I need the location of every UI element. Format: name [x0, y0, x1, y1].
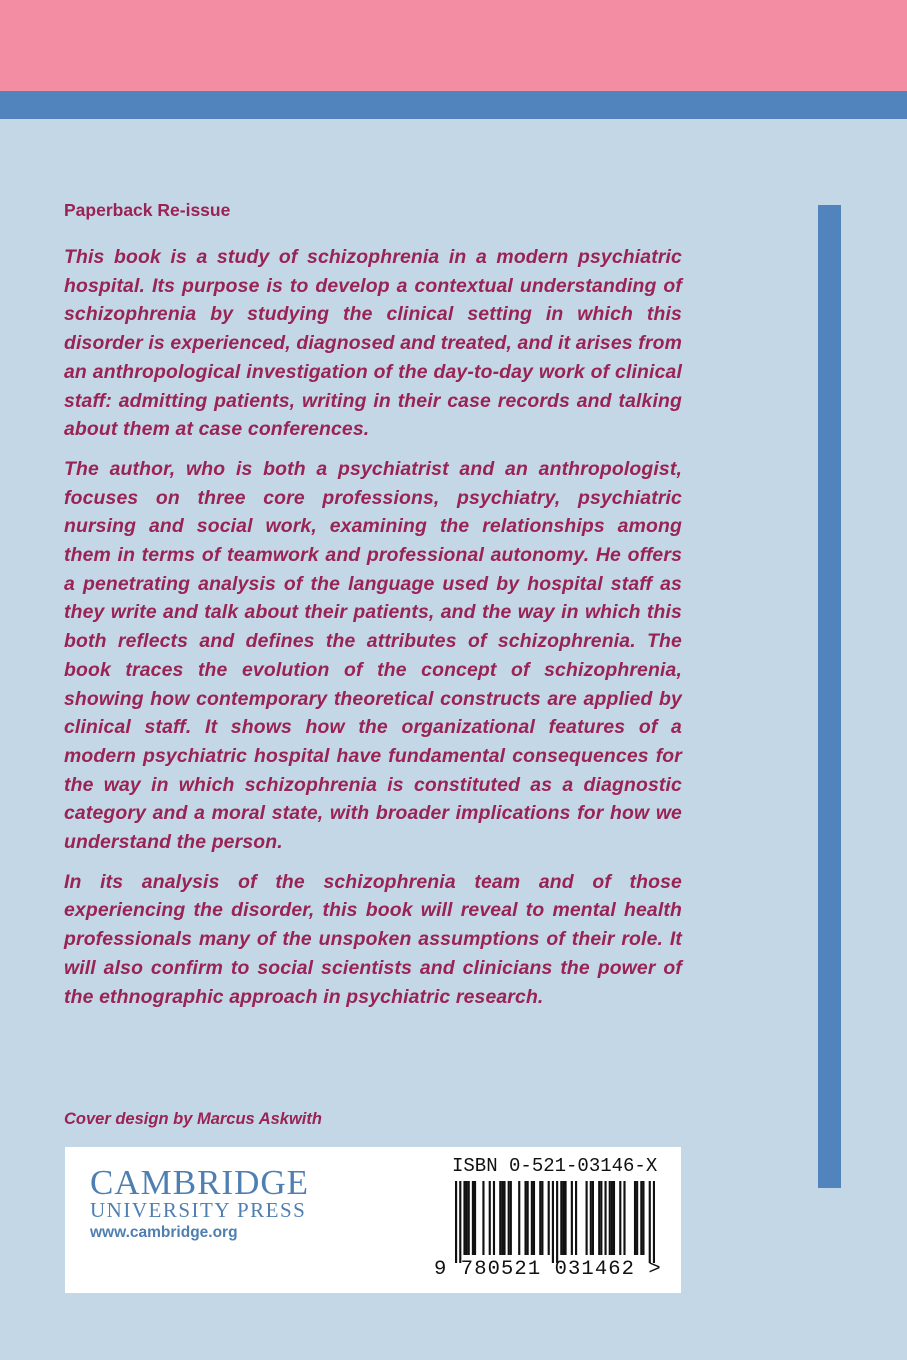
barcode-bar [619, 1181, 621, 1255]
barcode-bar [455, 1181, 457, 1263]
barcode-bar [575, 1181, 577, 1255]
barcode-bar [524, 1181, 526, 1255]
barcode-bar [463, 1181, 465, 1255]
blurb-paragraph-3: In its analysis of the schizophrenia team and of those experiencing the disorder, this book will reveal to mental health professionals many of the unspoken assumptions of their role. It will also confirm to social scientists and clinicians the power of the ethnographic approach in psychiatric research. [64, 870, 682, 1008]
barcode-bar [527, 1181, 529, 1255]
barcode-bar [493, 1181, 495, 1255]
barcode-bar [518, 1181, 520, 1255]
barcode-bar [653, 1181, 655, 1263]
barcode-bar [459, 1181, 461, 1263]
barcode-bar [623, 1181, 625, 1255]
cover-design-credit: Cover design by Marcus Askwith [64, 1110, 322, 1128]
barcode-bar [541, 1181, 543, 1255]
barcode-bar [592, 1181, 594, 1255]
barcode-bar [503, 1181, 505, 1255]
barcode-bar [600, 1181, 602, 1255]
barcode-bar [604, 1181, 606, 1255]
barcode-bar [613, 1181, 615, 1255]
edition-label: Paperback Re-issue [64, 200, 231, 220]
isbn-label: ISBN 0-521-03146-X [452, 1155, 658, 1177]
barcode-bar [611, 1181, 613, 1255]
barcode-bar [560, 1181, 562, 1255]
side-blue-bar [818, 205, 841, 1188]
barcode-bar [472, 1181, 474, 1255]
barcode-bar [468, 1181, 470, 1255]
barcode-bar [510, 1181, 512, 1255]
barcode-bar [642, 1181, 644, 1255]
back-cover-text [64, 200, 682, 1022]
barcode-bar [562, 1181, 564, 1255]
barcode-digits: 9 780521 031462 > [434, 1258, 662, 1281]
barcode-bar [474, 1181, 476, 1255]
barcode-bar [531, 1181, 533, 1255]
barcode-bar [564, 1181, 566, 1255]
barcode-bar [539, 1181, 541, 1255]
barcode-bar [590, 1181, 592, 1255]
barcode-bar [482, 1181, 484, 1255]
barcode-bar [499, 1181, 501, 1255]
blurb-paragraph-1: This book is a study of schizophrenia in a modern psychiatric hospital. Its purpose is to develop a contextual understanding of schizophrenia by studying the clinical setting in which this disorder is experienced, diagnosed and treated, and it arises from an anthropological investigation of the day-to-day work of clinical staff: admitting patients, writing in their case records and talking about them at case conferences. [64, 246, 682, 441]
publisher-logo-name: CAMBRIDGE [90, 1163, 310, 1202]
barcode-bar [571, 1181, 573, 1255]
barcode-bar [640, 1181, 642, 1255]
top-pink-band [0, 0, 907, 91]
barcode-bar [533, 1181, 535, 1255]
barcode-bar [556, 1181, 558, 1263]
barcode-bar [548, 1181, 550, 1255]
barcode-bar [609, 1181, 611, 1255]
publisher-url: www.cambridge.org [90, 1224, 238, 1241]
barcode-bar [634, 1181, 636, 1255]
publisher-barcode-box [65, 1147, 681, 1293]
barcode-bar [552, 1181, 554, 1263]
barcode-bar [501, 1181, 503, 1255]
barcode-bar [466, 1181, 468, 1255]
barcode-bar [636, 1181, 638, 1255]
barcode-bar [508, 1181, 510, 1255]
top-blue-stripe [0, 91, 907, 119]
blurb-paragraph-2: The author, who is both a psychiatrist and an anthropologist, focuses on three core professions, psychiatry, psychiatric nursing and social work, examining the relationships among them in terms of teamwork and professional autonomy. He offers a penetrating analysis of the language used by hospital staff as they write and talk about their patients, and the way in which this both reflects and defines the attributes of schizophrenia. The book traces the evolution of the concept of schizophrenia, showing how contemporary theoretical constructs are applied by clinical staff. It shows how the organizational features of a modern psychiatric hospital have fundamental consequences for the way in which schizophrenia is constituted as a diagnostic category and a moral state, with broader implications for how we understand the person. [64, 457, 682, 854]
barcode-bar [489, 1181, 491, 1255]
publisher-logo-subtitle: UNIVERSITY PRESS [90, 1198, 307, 1222]
isbn-barcode [455, 1181, 655, 1263]
barcode-bar [598, 1181, 600, 1255]
barcode-bar [586, 1181, 588, 1255]
barcode-bar [649, 1181, 651, 1263]
